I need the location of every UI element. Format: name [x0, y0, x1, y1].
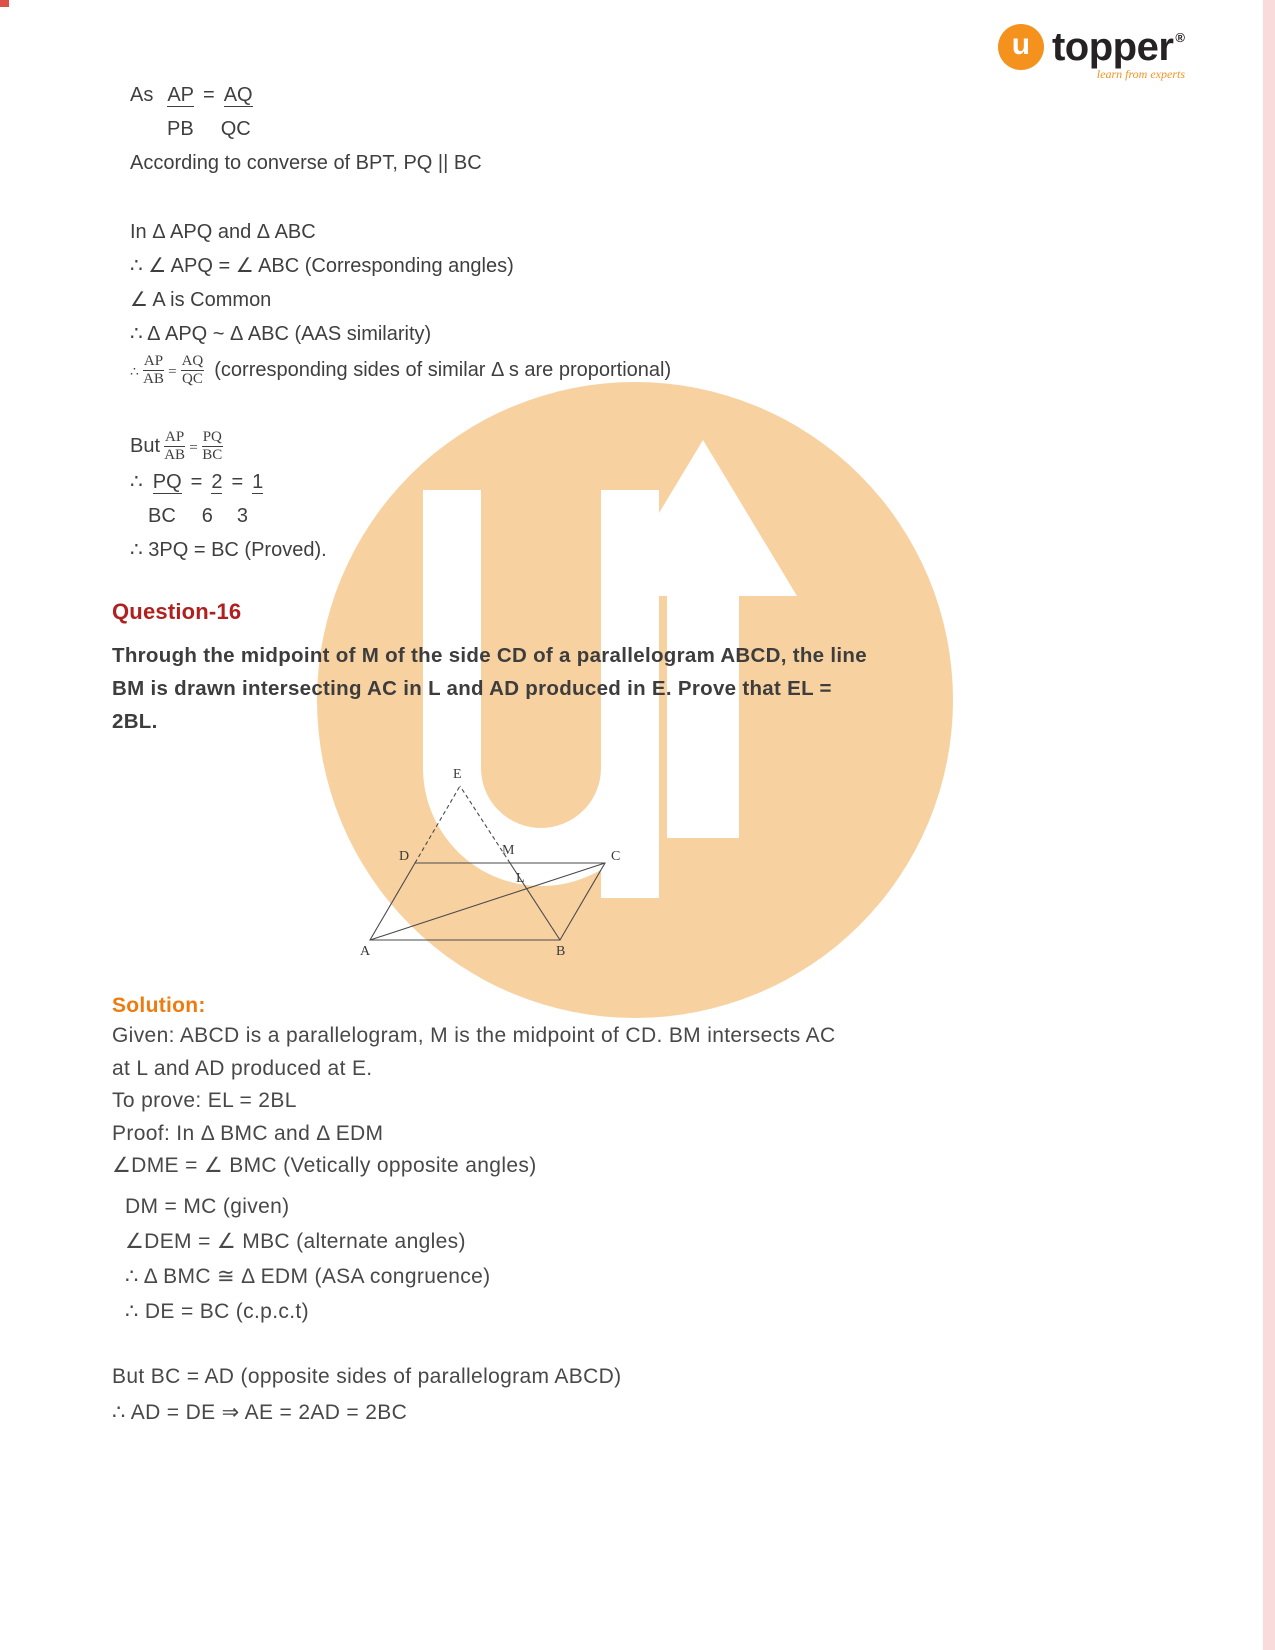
- logo-u-glyph: u: [1011, 28, 1031, 61]
- equals-sign: =: [203, 84, 215, 106]
- fraction: [143, 353, 164, 389]
- equals-sign: =: [231, 471, 244, 494]
- segment-DE-dashed: [415, 786, 460, 863]
- but-fraction-line: [130, 429, 1185, 465]
- fraction-denominator: BC: [202, 447, 223, 464]
- fraction-denominator: 3: [236, 505, 249, 528]
- solution-line: ∴ AD = DE ⇒ AE = 2AD = 2BC: [112, 1400, 408, 1424]
- fraction-denominator: QC: [181, 371, 203, 388]
- question-line: BM is drawn intersecting AC in L and AD produced in E. Prove that EL =: [112, 677, 832, 701]
- math-text: As: [130, 84, 154, 106]
- topper-logo-icon: [998, 24, 1044, 70]
- math-text: But: [130, 435, 161, 458]
- fraction-denominator: QC: [220, 118, 251, 140]
- fraction-numerator: 2: [211, 471, 223, 494]
- math-line: ∴ ∠ APQ = ∠ ABC (Corresponding angles): [130, 255, 514, 277]
- vertex-label-C: C: [611, 849, 621, 865]
- fraction-numerator: PQ: [152, 471, 182, 494]
- previous-solution-block: [130, 78, 1185, 567]
- point-label-L: L: [516, 871, 525, 887]
- fraction-denominator: PB: [167, 118, 194, 140]
- fraction-denominator-line: [167, 112, 1185, 146]
- solution-line: ∠DEM = ∠ MBC (alternate angles): [125, 1229, 466, 1253]
- ratio-denominator-line: [148, 499, 1185, 533]
- solution-line: ∠DME = ∠ BMC (Vetically opposite angles): [112, 1154, 537, 1178]
- fraction-denominator: AB: [143, 371, 164, 388]
- solution-body: [112, 1020, 1185, 1431]
- fraction-denominator: BC: [148, 505, 176, 528]
- solution-line: Proof: In Δ BMC and Δ EDM: [112, 1121, 384, 1145]
- parallelogram-figure: [355, 764, 1185, 964]
- registered-mark: ®: [1175, 30, 1185, 45]
- therefore-sign: ∴: [130, 471, 143, 494]
- fraction-denominator: 6: [201, 505, 213, 528]
- logo-wordmark: [1051, 25, 1185, 81]
- therefore-sign: ∴: [130, 363, 139, 380]
- solution-line: ∴ DE = BC (c.p.c.t): [125, 1299, 309, 1323]
- brand-tagline: learn from experts: [1096, 67, 1185, 81]
- fraction-numerator: 1: [252, 471, 264, 494]
- math-line: ∠ A is Common: [130, 289, 272, 311]
- fraction-numerator: AQ: [223, 84, 253, 106]
- brand-name: topper: [1051, 25, 1174, 69]
- topper-logo: [998, 24, 1185, 81]
- fraction-denominator: AB: [164, 447, 186, 464]
- proved-line: ∴ 3PQ = BC (Proved).: [130, 539, 327, 562]
- fraction: [181, 353, 205, 389]
- equals-sign: =: [190, 471, 203, 494]
- fraction: [164, 429, 185, 465]
- diagonal-AC: [370, 863, 605, 940]
- math-line: ∴ Δ APQ ~ Δ ABC (AAS similarity): [130, 323, 432, 345]
- solution-closing-block: [112, 1359, 1185, 1431]
- vertex-label-B: B: [556, 944, 566, 960]
- question-line: Through the midpoint of M of the side CD of a parallelogram ABCD, the line: [112, 644, 867, 668]
- vertex-label-E: E: [453, 767, 462, 783]
- fraction: [202, 429, 223, 465]
- fraction-numerator: AQ: [181, 353, 205, 371]
- solution-line: Given: ABCD is a parallelogram, M is the midpoint of CD. BM intersects AC: [112, 1024, 836, 1048]
- solution-line: To prove: EL = 2BL: [112, 1089, 297, 1113]
- solution-indented-block: [125, 1189, 1185, 1329]
- vertex-label-D: D: [399, 849, 410, 865]
- solution-heading: Solution:: [112, 994, 206, 1018]
- math-line: According to converse of BPT, PQ || BC: [130, 152, 482, 174]
- question-line: 2BL.: [112, 710, 158, 734]
- scan-artifact-corner: [0, 0, 9, 7]
- fraction-numerator: AP: [167, 84, 195, 106]
- question-text: [112, 639, 1185, 738]
- point-label-M: M: [502, 843, 515, 859]
- equals-sign: =: [168, 364, 177, 381]
- fraction-numerator: PQ: [202, 429, 223, 447]
- equals-sign: =: [189, 440, 198, 457]
- figure-svg: [355, 764, 675, 959]
- solution-line: at L and AD produced at E.: [112, 1056, 373, 1080]
- ratio-numerator-line: [130, 465, 1185, 499]
- solution-line: But BC = AD (opposite sides of parallelogram ABCD): [112, 1364, 622, 1388]
- vertex-label-A: A: [360, 944, 371, 960]
- question-heading: Question-16: [112, 599, 242, 625]
- fraction-numerator: AP: [164, 429, 185, 447]
- math-line: In Δ APQ and Δ ABC: [130, 221, 316, 243]
- solution-line: DM = MC (given): [125, 1194, 290, 1218]
- math-text: (corresponding sides of similar Δ s are proportional): [214, 359, 672, 382]
- fraction-numerator: AP: [143, 353, 164, 371]
- solution-line: ∴ Δ BMC ≅ Δ EDM (ASA congruence): [125, 1264, 491, 1288]
- proportionality-line: [130, 353, 1185, 389]
- fraction-numerator-line: [130, 78, 1185, 112]
